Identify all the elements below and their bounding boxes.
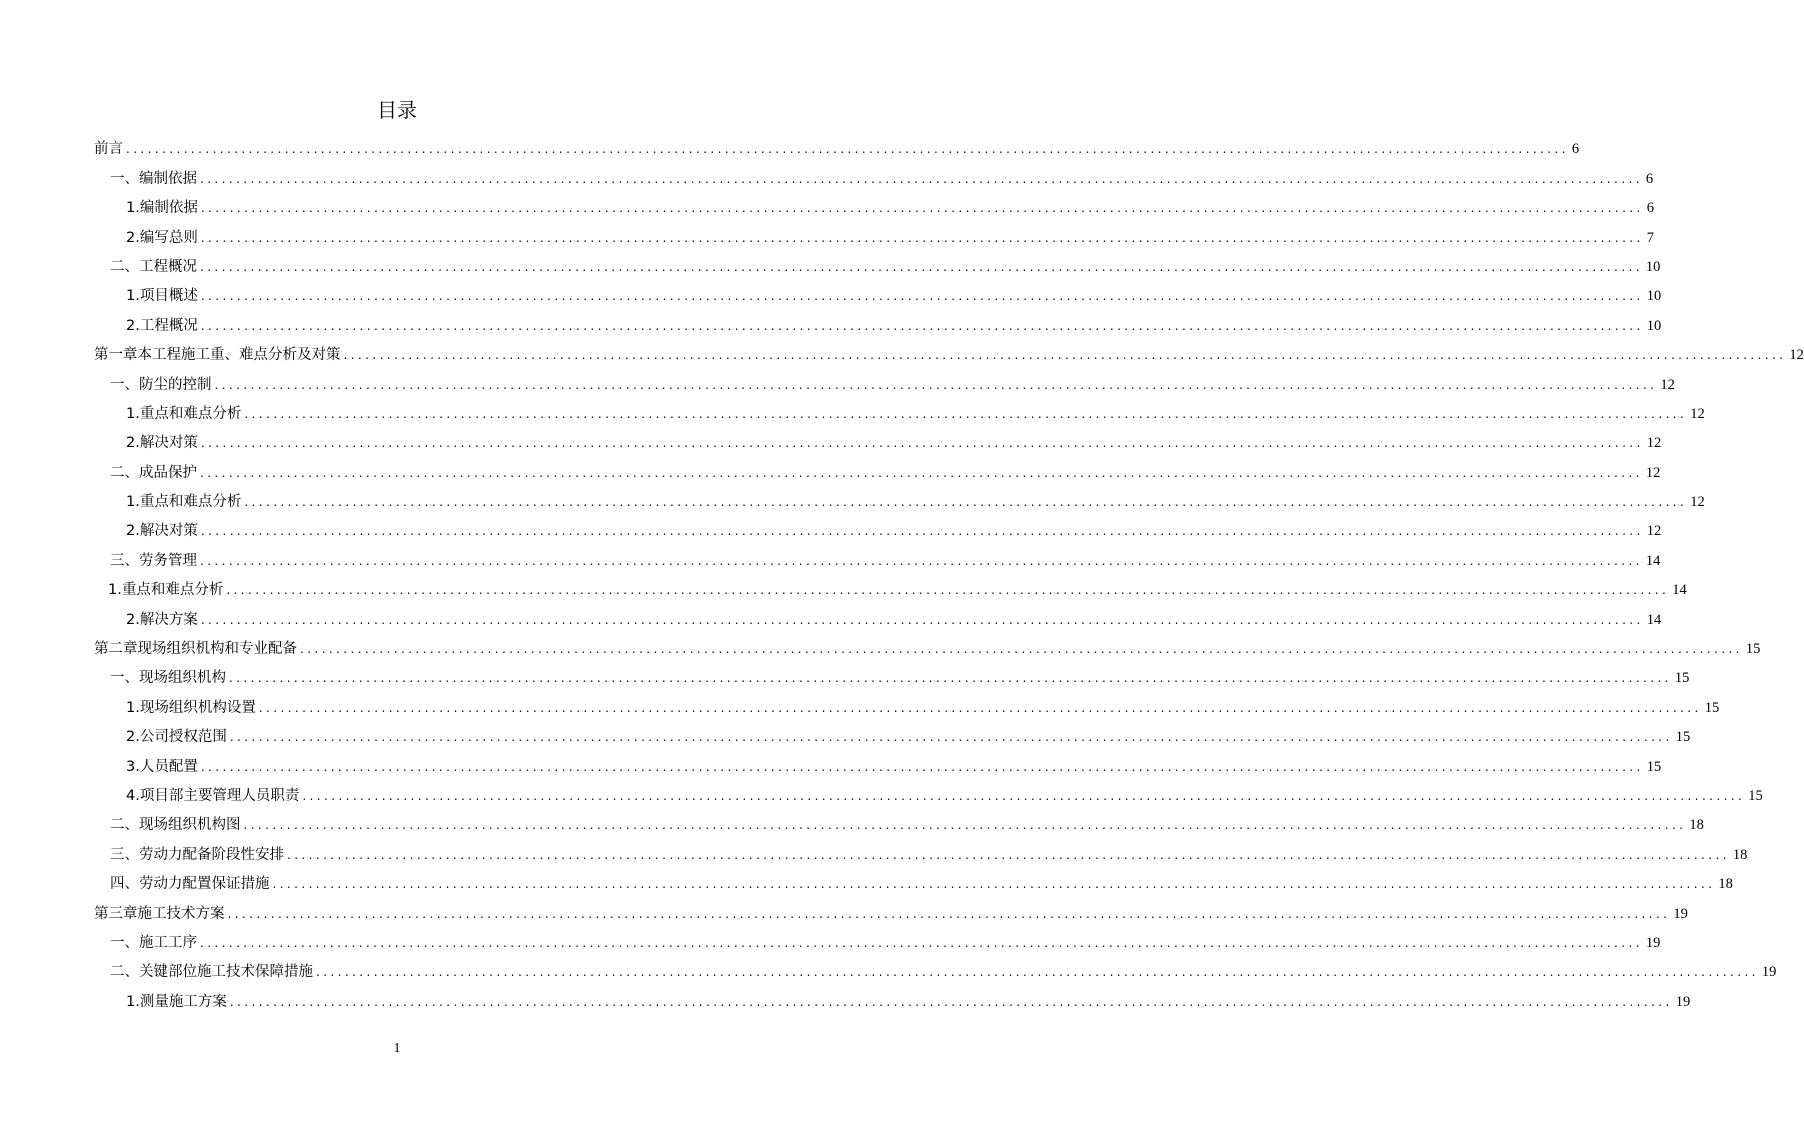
toc-entry[interactable]	[94, 982, 1691, 1011]
toc-entry[interactable]	[94, 541, 1661, 570]
toc-entry-label: 一、现场组织机构	[110, 670, 226, 687]
toc-dot-leader: ........................................................................................................................................................................................................	[200, 524, 1644, 539]
toc-entry-page: 6	[1571, 141, 1580, 158]
toc-entry[interactable]	[94, 747, 1662, 776]
toc-dot-leader: ........................................................................................................................................................................................................	[244, 495, 1688, 510]
toc-entry[interactable]	[94, 512, 1662, 541]
toc-entry[interactable]	[94, 718, 1691, 747]
toc-dot-leader: ........................................................................................................................................................................................................	[200, 201, 1644, 216]
toc-entry-label: 一、编制依据	[110, 170, 197, 187]
toc-entry[interactable]	[94, 130, 1580, 159]
toc-entry-label: 第一章本工程施工重、难点分析及对策	[94, 347, 341, 364]
toc-entry-label: 三、劳动力配备阶段性安排	[110, 846, 284, 863]
toc-entry-label: 4.项目部主要管理人员职责	[126, 787, 300, 804]
toc-entry-page: 10	[1646, 317, 1662, 334]
toc-dot-leader: ........................................................................................................................................................................................................	[200, 612, 1644, 627]
toc-dot-leader: ........................................................................................................................................................................................................	[200, 465, 1643, 480]
toc-entry-page: 6	[1646, 200, 1654, 217]
toc-entry-label: 前言	[94, 141, 123, 158]
toc-entry-page: 15	[1675, 729, 1691, 746]
toc-entry-page: 12	[1789, 347, 1804, 364]
toc-entry[interactable]	[94, 424, 1662, 453]
toc-dot-leader: ........................................................................................................................................................................................................	[200, 171, 1643, 186]
toc-entry[interactable]	[94, 395, 1705, 424]
toc-entry-page: 10	[1645, 258, 1661, 275]
toc-entry-page: 15	[1748, 787, 1763, 804]
toc-entry[interactable]	[94, 336, 1804, 365]
toc-dot-leader: ........................................................................................................................................................................................................	[243, 818, 1687, 833]
toc-dot-leader: ........................................................................................................................................................................................................	[229, 730, 1673, 745]
page-number: 1	[393, 1041, 401, 1056]
toc-dot-leader: ........................................................................................................................................................................................................	[200, 553, 1643, 568]
toc-dot-leader: ........................................................................................................................................................................................................	[229, 671, 1672, 686]
toc-entry[interactable]	[94, 777, 1763, 806]
toc-dot-leader: ........................................................................................................................................................................................................	[226, 583, 1670, 598]
toc-entry[interactable]	[94, 218, 1654, 247]
toc-entry[interactable]	[94, 806, 1704, 835]
toc-dot-leader: ........................................................................................................................................................................................................	[214, 377, 1658, 392]
toc-entry-label: 第三章施工技术方案	[94, 905, 225, 922]
toc-dot-leader: ........................................................................................................................................................................................................	[200, 259, 1643, 274]
toc-entry-label: 2.工程概况	[126, 317, 198, 334]
toc-entry-label: 一、施工工序	[110, 934, 197, 951]
toc-entry-page: 12	[1645, 464, 1661, 481]
toc-entry-label: 四、劳动力配置保证措施	[110, 876, 270, 893]
toc-dot-leader: ........................................................................................................................................................................................................	[244, 406, 1688, 421]
toc-entry-label: 1.编制依据	[126, 200, 198, 217]
toc-dot-leader: ........................................................................................................................................................................................................	[287, 847, 1730, 862]
toc-entry-page: 19	[1761, 964, 1777, 981]
toc-dot-leader: ........................................................................................................................................................................................................	[227, 906, 1671, 921]
toc-entry-label: 2.解决方案	[126, 611, 198, 628]
toc-entry-page: 18	[1732, 846, 1748, 863]
toc-entry[interactable]	[94, 659, 1690, 688]
toc-entry[interactable]	[94, 865, 1733, 894]
toc-entry-label: 2.公司授权范围	[126, 729, 227, 746]
toc-entry-label: 三、劳务管理	[110, 552, 197, 569]
toc-entry-label: 1.重点和难点分析	[126, 494, 242, 511]
toc-entry[interactable]	[94, 571, 1687, 600]
toc-entry[interactable]	[94, 953, 1777, 982]
toc-entry-page: 14	[1646, 611, 1662, 628]
toc-dot-leader: ........................................................................................................................................................................................................	[229, 994, 1673, 1009]
toc-entry-label: 1.项目概述	[126, 288, 198, 305]
toc-entry-label: 1.重点和难点分析	[108, 582, 224, 599]
toc-entry-page: 12	[1690, 494, 1705, 511]
table-of-contents	[94, 130, 1804, 1012]
toc-dot-leader: ........................................................................................................................................................................................................	[200, 759, 1644, 774]
toc-dot-leader: ........................................................................................................................................................................................................	[200, 436, 1644, 451]
toc-dot-leader: ........................................................................................................................................................................................................	[302, 788, 1746, 803]
toc-entry[interactable]	[94, 277, 1662, 306]
toc-entry-page: 14	[1645, 552, 1661, 569]
toc-entry[interactable]	[94, 600, 1662, 629]
toc-entry-page: 10	[1646, 288, 1662, 305]
toc-entry-label: 二、关键部位施工技术保障措施	[110, 964, 313, 981]
toc-dot-leader: ........................................................................................................................................................................................................	[200, 289, 1644, 304]
toc-dot-leader: ........................................................................................................................................................................................................	[200, 935, 1643, 950]
toc-dot-leader: ........................................................................................................................................................................................................	[126, 142, 1569, 157]
toc-dot-leader: ........................................................................................................................................................................................................	[200, 230, 1644, 245]
toc-entry[interactable]	[94, 894, 1688, 923]
toc-entry-page: 15	[1674, 670, 1690, 687]
toc-entry-page: 7	[1646, 229, 1654, 246]
toc-entry-label: 二、现场组织机构图	[110, 817, 241, 834]
toc-entry-label: 2.解决对策	[126, 435, 198, 452]
toc-entry-page: 18	[1689, 817, 1704, 834]
page-title: 目录	[377, 98, 417, 122]
toc-entry[interactable]	[94, 835, 1748, 864]
toc-entry-page: 15	[1745, 641, 1761, 658]
toc-entry-label: 第二章现场组织机构和专业配备	[94, 641, 297, 658]
toc-entry-page: 14	[1672, 582, 1687, 599]
toc-entry[interactable]	[94, 483, 1705, 512]
toc-entry-page: 6	[1645, 170, 1654, 187]
toc-entry-label: 2.解决对策	[126, 523, 198, 540]
toc-entry[interactable]	[94, 159, 1654, 188]
toc-entry[interactable]	[94, 306, 1662, 335]
toc-entry-page: 15	[1646, 758, 1662, 775]
toc-dot-leader: ........................................................................................................................................................................................................	[258, 700, 1702, 715]
toc-entry-page: 19	[1675, 993, 1691, 1010]
toc-entry-label: 1.现场组织机构设置	[126, 699, 256, 716]
toc-entry[interactable]	[94, 248, 1661, 277]
toc-dot-leader: ........................................................................................................................................................................................................	[200, 318, 1644, 333]
toc-dot-leader: ........................................................................................................................................................................................................	[316, 965, 1759, 980]
toc-entry[interactable]	[94, 630, 1761, 659]
toc-entry-page: 19	[1673, 905, 1688, 922]
toc-entry[interactable]	[94, 688, 1720, 717]
toc-entry-label: 一、防尘的控制	[110, 376, 212, 393]
toc-entry-label: 2.编写总则	[126, 229, 198, 246]
toc-entry[interactable]	[94, 189, 1654, 218]
toc-entry[interactable]	[94, 365, 1675, 394]
toc-dot-leader: ........................................................................................................................................................................................................	[272, 877, 1716, 892]
toc-entry-page: 12	[1690, 405, 1705, 422]
toc-entry-label: 二、工程概况	[110, 258, 197, 275]
toc-entry[interactable]	[94, 453, 1661, 482]
toc-entry-label: 二、成品保护	[110, 464, 197, 481]
toc-entry-page: 15	[1704, 699, 1720, 716]
toc-entry-page: 12	[1660, 376, 1675, 393]
toc-entry-label: 1.测量施工方案	[126, 993, 227, 1010]
toc-entry-label: 3.人员配置	[126, 758, 198, 775]
toc-entry-page: 18	[1718, 876, 1733, 893]
toc-dot-leader: ........................................................................................................................................................................................................	[343, 348, 1787, 363]
toc-entry-page: 19	[1645, 934, 1661, 951]
toc-entry-page: 12	[1646, 523, 1662, 540]
toc-entry-page: 12	[1646, 435, 1662, 452]
toc-dot-leader: ........................................................................................................................................................................................................	[300, 642, 1743, 657]
toc-entry[interactable]	[94, 924, 1661, 953]
toc-entry-label: 1.重点和难点分析	[126, 405, 242, 422]
